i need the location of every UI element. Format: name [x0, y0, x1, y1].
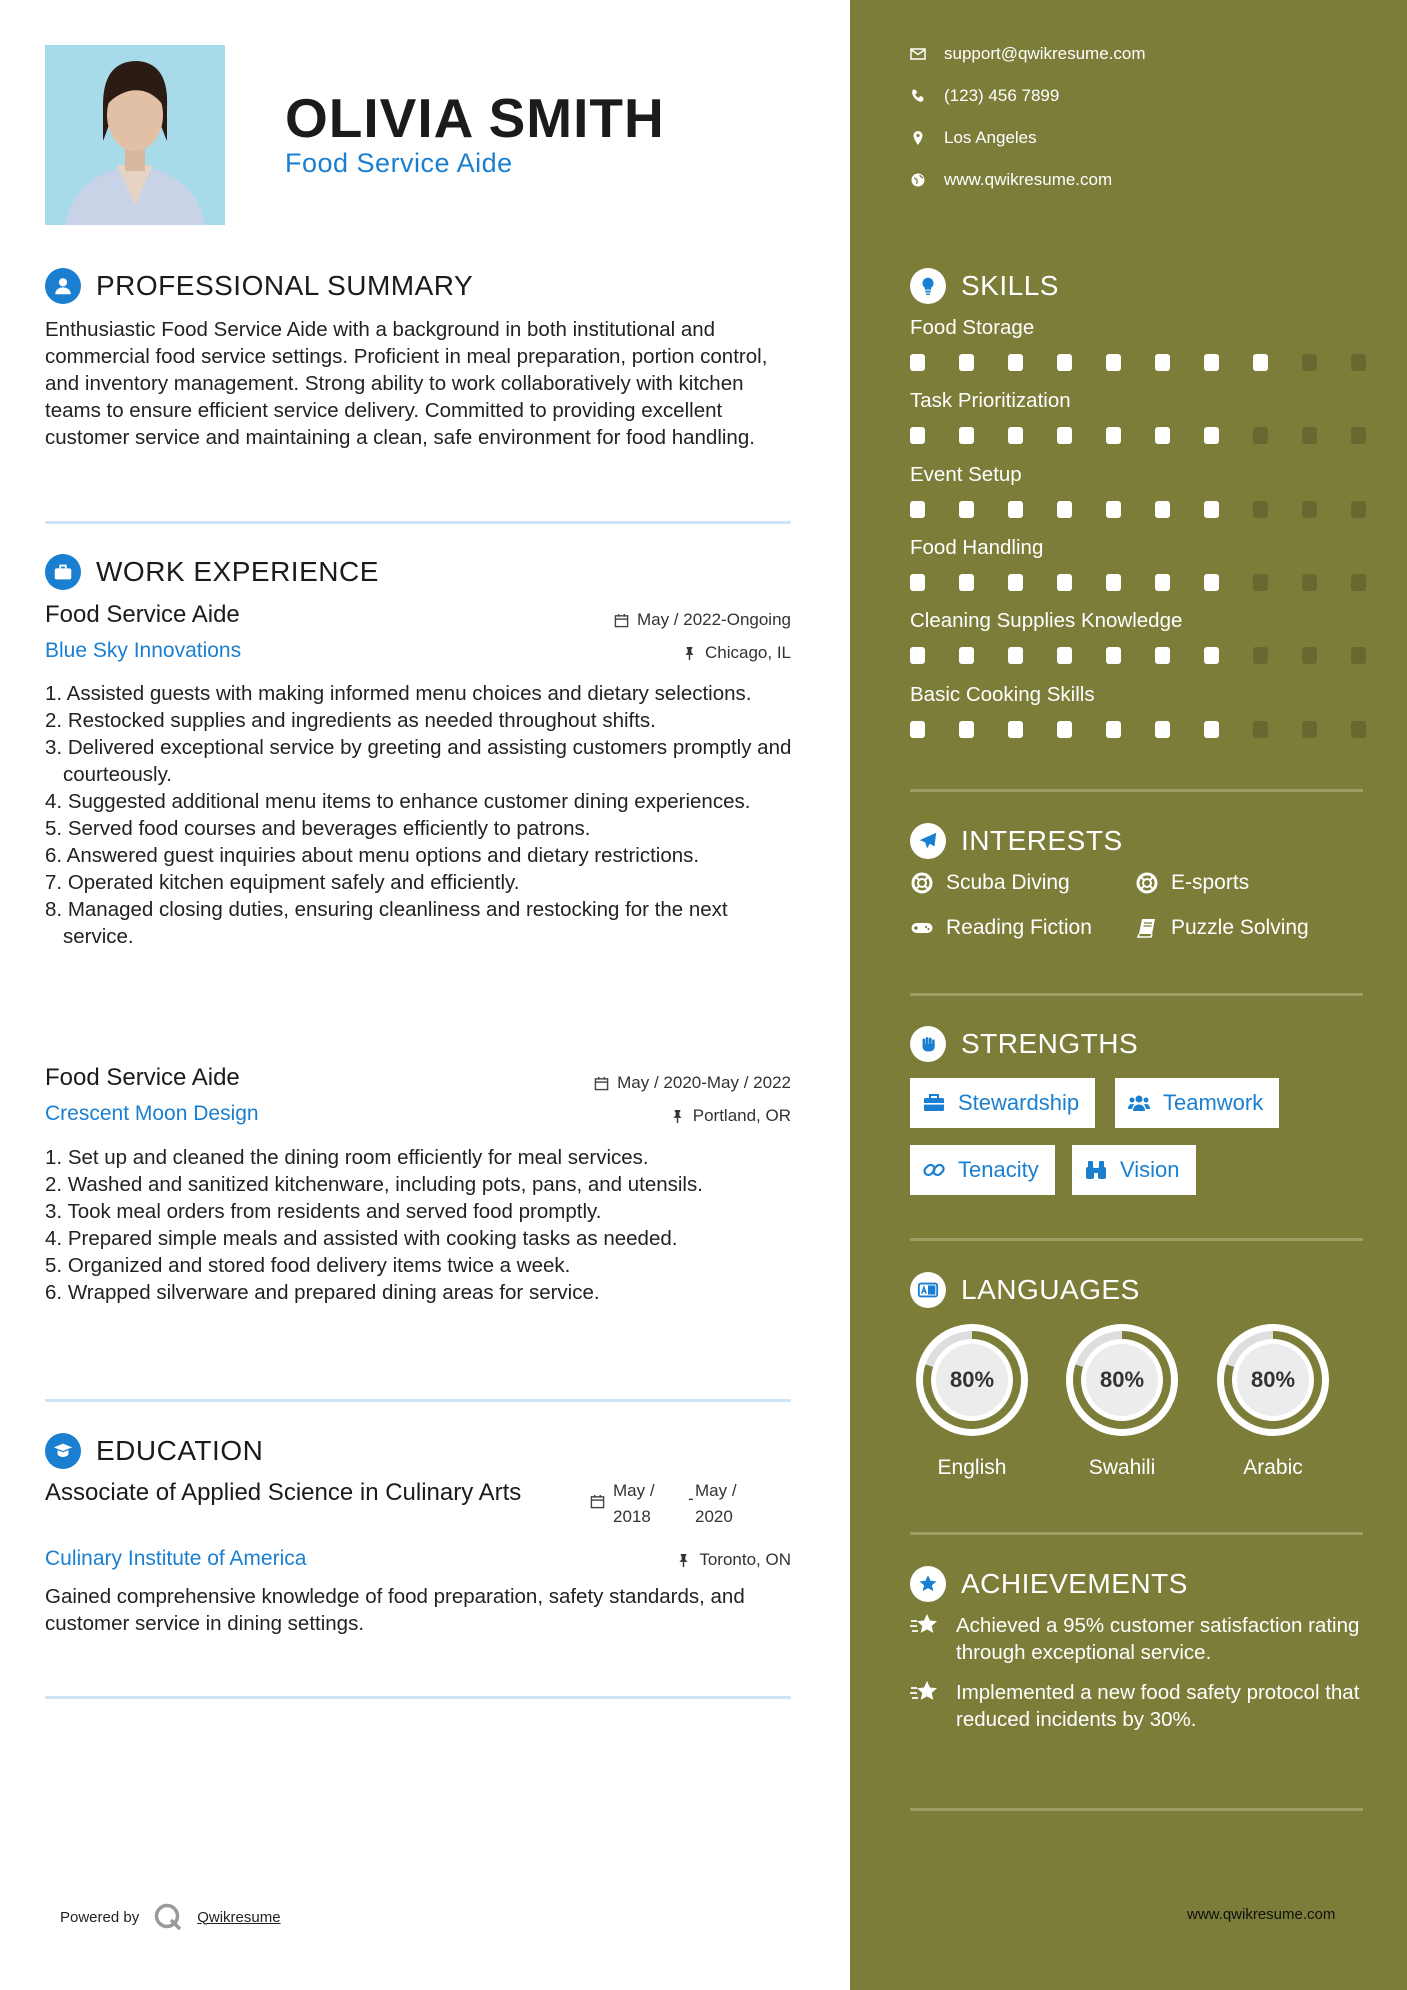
strengths-title: STRENGTHS [961, 1028, 1139, 1059]
list-item: Managed closing duties, ensuring cleanliness and restocking for the next service. [63, 898, 728, 948]
skills-title: SKILLS [961, 270, 1059, 301]
calendar-icon [594, 1076, 609, 1091]
paper-plane-icon [910, 823, 946, 859]
job-title: Food Service Aide [45, 1064, 240, 1091]
education-dates [590, 1478, 769, 1530]
skill-dot-filled [1057, 501, 1072, 518]
skill-dot-empty [1253, 721, 1268, 738]
list-item: Served food courses and beverages efficiently to patrons. [67, 817, 591, 840]
skill-rating [910, 647, 1400, 664]
list-item: Suggested additional menu items to enhance customer dining experiences. [67, 790, 751, 813]
achievements-title: ACHIEVEMENTS [961, 1568, 1188, 1599]
language-progress-ring [1211, 1318, 1335, 1442]
language-item [1060, 1318, 1184, 1480]
skill-dot-filled [1008, 501, 1023, 518]
powered-by-label: Powered by [60, 1908, 140, 1926]
skill-dot-filled [959, 501, 974, 518]
skill-dot-empty [1351, 647, 1366, 664]
sidebar [850, 0, 1407, 1990]
language-progress-ring [910, 1318, 1034, 1442]
list-item: Washed and sanitized kitchenware, including pots, pans, and utensils. [67, 1173, 703, 1196]
job-title: Food Service Aide [45, 601, 240, 628]
skill-dot-filled [959, 574, 974, 591]
job-location-text: Chicago, IL [705, 643, 791, 662]
skill-dot-empty [1351, 427, 1366, 444]
skill-dot-filled [1106, 501, 1121, 518]
star-icon [910, 1679, 940, 1705]
location-pin-icon [910, 130, 926, 146]
language-name: English [937, 1456, 1007, 1479]
language-item [910, 1318, 1034, 1480]
contact-email-text: support@qwikresume.com [944, 44, 1146, 63]
list-item: Restocked supplies and ingredients as needed throughout shifts. [67, 709, 656, 732]
brand-link[interactable]: Qwikresume [197, 1908, 281, 1926]
divider [45, 521, 791, 524]
globe-icon [910, 172, 926, 188]
link-icon [922, 1158, 946, 1182]
skill-dot-filled [910, 721, 925, 738]
skill-dot-filled [1155, 721, 1170, 738]
summary-title: PROFESSIONAL SUMMARY [96, 270, 474, 301]
skill-dot-filled [1204, 574, 1219, 591]
skill-dot-empty [1302, 647, 1317, 664]
skill-name: Event Setup [910, 463, 1022, 486]
interest-label: Scuba Diving [946, 871, 1070, 894]
skill-dot-empty [1351, 501, 1366, 518]
achievement-text: Achieved a 95% customer satisfaction rating through exceptional service. [956, 1614, 1360, 1664]
interests-heading [910, 823, 1123, 859]
skill-dot-empty [1351, 354, 1366, 371]
graduate-icon [45, 1433, 81, 1469]
school-name: Culinary Institute of America [45, 1547, 307, 1570]
skill-dot-filled [1106, 647, 1121, 664]
interest-label: E-sports [1171, 871, 1250, 894]
skill-dot-filled [1008, 721, 1023, 738]
star-icon [910, 1612, 940, 1638]
skill-dot-filled [1106, 354, 1121, 371]
skill-dot-empty [1351, 721, 1366, 738]
education-date-separator: - [688, 1489, 694, 1508]
envelope-icon [910, 46, 926, 62]
divider [45, 1696, 791, 1699]
lifebuoy-icon [910, 871, 934, 895]
skill-rating [910, 354, 1400, 371]
strength-label: Stewardship [958, 1090, 1080, 1115]
briefcase-icon [45, 554, 81, 590]
skill-rating [910, 574, 1400, 591]
contact-website[interactable] [910, 170, 1112, 190]
pin-icon [676, 1553, 691, 1568]
list-item: Organized and stored food delivery items twice a week. [67, 1254, 571, 1277]
divider [910, 1532, 1363, 1535]
skill-dot-empty [1302, 427, 1317, 444]
languages-title: LANGUAGES [961, 1274, 1140, 1305]
lightbulb-icon [910, 268, 946, 304]
skill-dot-empty [1302, 354, 1317, 371]
skill-dot-filled [1008, 354, 1023, 371]
job-location-text: Portland, OR [692, 1106, 791, 1125]
language-percent: 80% [1099, 1367, 1145, 1392]
skill-dot-filled [910, 647, 925, 664]
language-percent: 80% [1250, 1367, 1296, 1392]
interest-label: Reading Fiction [946, 916, 1092, 939]
candidate-name: OLIVIA SMITH [285, 87, 665, 149]
list-item: Answered guest inquiries about menu options and dietary restrictions. [66, 844, 700, 867]
job-dates [614, 610, 791, 630]
skill-dot-filled [959, 354, 974, 371]
gamepad-icon [910, 916, 934, 940]
skill-dot-filled [1155, 427, 1170, 444]
job-responsibilities [45, 680, 795, 950]
lifebuoy-icon [1135, 871, 1159, 895]
job-dates-text: May / 2020-May / 2022 [617, 1073, 791, 1092]
achievement-item [910, 1612, 1370, 1666]
skill-dot-filled [910, 354, 925, 371]
divider [45, 1399, 791, 1402]
language-name: Swahili [1088, 1456, 1156, 1479]
strength-label: Tenacity [958, 1157, 1039, 1182]
list-item: Took meal orders from residents and served food promptly. [67, 1200, 602, 1223]
skill-dot-filled [1204, 721, 1219, 738]
skill-name: Food Handling [910, 536, 1044, 559]
skill-rating [910, 501, 1400, 518]
strength-chip [1115, 1078, 1279, 1128]
skill-dot-empty [1253, 501, 1268, 518]
strength-chip [910, 1078, 1095, 1128]
skill-dot-empty [1302, 574, 1317, 591]
divider [910, 1238, 1363, 1241]
contact-website-text: www.qwikresume.com [944, 170, 1113, 189]
calendar-icon [590, 1494, 605, 1509]
pin-icon [670, 1109, 685, 1124]
profile-photo [45, 45, 225, 225]
interest-label: Puzzle Solving [1171, 916, 1309, 939]
strength-label: Teamwork [1163, 1090, 1264, 1115]
degree-title: Associate of Applied Science in Culinary Arts [45, 1479, 522, 1506]
interest-item [910, 871, 1070, 895]
skill-dot-empty [1302, 501, 1317, 518]
fist-icon [910, 1026, 946, 1062]
summary-heading [45, 268, 473, 304]
skill-dot-filled [910, 574, 925, 591]
interest-item [1135, 871, 1249, 895]
skill-dot-filled [910, 501, 925, 518]
skill-dot-filled [1106, 574, 1121, 591]
language-progress-ring [1060, 1318, 1184, 1442]
contact-email[interactable] [910, 44, 1146, 64]
education-location [676, 1550, 791, 1570]
achievements-heading [910, 1566, 1188, 1602]
education-location-text: Toronto, ON [699, 1550, 791, 1569]
strength-chip [1072, 1145, 1196, 1195]
skill-dot-filled [959, 721, 974, 738]
company-name: Blue Sky Innovations [45, 639, 242, 662]
skill-dot-filled [1057, 354, 1072, 371]
interest-item [1135, 916, 1309, 940]
education-description: Gained comprehensive knowledge of food preparation, safety standards, and customer service in dining settings. [45, 1585, 745, 1635]
languages-heading [910, 1272, 1140, 1308]
skill-dot-empty [1351, 574, 1366, 591]
divider [910, 789, 1363, 792]
skill-dot-filled [1008, 427, 1023, 444]
list-item: Set up and cleaned the dining room efficiently for meal services. [67, 1146, 649, 1169]
list-item: Operated kitchen equipment safely and efficiently. [67, 871, 520, 894]
divider [910, 1808, 1363, 1811]
footer-website[interactable]: www.qwikresume.com [1187, 1906, 1336, 1923]
skill-dot-filled [1155, 501, 1170, 518]
job-dates-text: May / 2022-Ongoing [636, 610, 791, 629]
job-dates [594, 1073, 791, 1093]
qwikresume-logo-icon [153, 1902, 183, 1932]
skill-dot-filled [1204, 501, 1219, 518]
education-end: May / 2020 [695, 1481, 737, 1526]
job-responsibilities [45, 1144, 795, 1306]
skill-name: Food Storage [910, 316, 1035, 339]
language-name: Arabic [1243, 1456, 1303, 1479]
work-title: WORK EXPERIENCE [96, 556, 379, 587]
calendar-icon [614, 613, 629, 628]
pin-icon [682, 646, 697, 661]
strength-chip [910, 1145, 1055, 1195]
skill-dot-filled [1253, 354, 1268, 371]
skill-dot-empty [1302, 721, 1317, 738]
translate-icon [910, 1272, 946, 1308]
contact-phone-text: (123) 456 7899 [944, 86, 1060, 105]
powered-by [60, 1902, 281, 1932]
contact-phone[interactable] [910, 86, 1059, 106]
strength-label: Vision [1120, 1157, 1180, 1182]
skill-dot-filled [959, 647, 974, 664]
skills-heading [910, 268, 1059, 304]
list-item: Wrapped silverware and prepared dining areas for service. [67, 1281, 600, 1304]
skill-dot-filled [1008, 647, 1023, 664]
skill-dot-filled [1057, 574, 1072, 591]
divider [910, 993, 1363, 996]
list-item: Prepared simple meals and assisted with cooking tasks as needed. [67, 1227, 678, 1250]
skill-rating [910, 427, 1400, 444]
user-icon [45, 268, 81, 304]
skill-dot-filled [1155, 354, 1170, 371]
work-heading [45, 554, 379, 590]
skill-name: Task Prioritization [910, 389, 1071, 412]
language-percent: 80% [949, 1367, 995, 1392]
job-location [670, 1106, 791, 1126]
skill-dot-empty [1253, 427, 1268, 444]
interest-item [910, 916, 1092, 940]
phone-icon [910, 88, 926, 104]
achievement-item [910, 1679, 1370, 1733]
book-icon [1135, 916, 1159, 940]
toolbox-icon [922, 1091, 946, 1115]
skill-dot-empty [1253, 647, 1268, 664]
skill-dot-filled [1106, 427, 1121, 444]
education-heading [45, 1433, 263, 1469]
skill-dot-filled [1155, 574, 1170, 591]
skill-name: Basic Cooking Skills [910, 683, 1095, 706]
skill-dot-filled [1204, 647, 1219, 664]
strengths-heading [910, 1026, 1138, 1062]
list-item: Assisted guests with making informed menu choices and dietary selections. [66, 682, 752, 705]
skill-dot-filled [959, 427, 974, 444]
skill-name: Cleaning Supplies Knowledge [910, 609, 1183, 632]
interests-title: INTERESTS [961, 825, 1123, 856]
achievement-text: Implemented a new food safety protocol that reduced incidents by 30%. [956, 1681, 1360, 1731]
summary-text: Enthusiastic Food Service Aide with a background in both institutional and commercial food service settings. Proficient in meal preparation, portion control, and inventory management. Strong ability to work collaboratively with kitchen teams to ensure efficient service delivery. Committed to providing excellent customer service and maintaining a clean, safe environment for food handling. [45, 318, 768, 449]
skill-dot-filled [1057, 721, 1072, 738]
company-name: Crescent Moon Design [45, 1102, 259, 1125]
education-title: EDUCATION [96, 1435, 264, 1466]
skill-dot-filled [1204, 427, 1219, 444]
users-icon [1127, 1091, 1151, 1115]
binoculars-icon [1084, 1158, 1108, 1182]
contact-location [910, 128, 1037, 148]
skill-dot-filled [1155, 647, 1170, 664]
skill-rating [910, 721, 1400, 738]
skill-dot-empty [1253, 574, 1268, 591]
skill-dot-filled [910, 427, 925, 444]
skill-dot-filled [1106, 721, 1121, 738]
education-start: May / 2018 [613, 1481, 655, 1526]
language-item [1211, 1318, 1335, 1480]
skill-dot-filled [1057, 427, 1072, 444]
skill-dot-filled [1057, 647, 1072, 664]
contact-location-text: Los Angeles [944, 128, 1037, 147]
star-badge-icon [910, 1566, 946, 1602]
skill-dot-filled [1204, 354, 1219, 371]
skill-dot-filled [1008, 574, 1023, 591]
job-location [682, 643, 791, 663]
candidate-role: Food Service Aide [285, 148, 513, 178]
list-item: Delivered exceptional service by greeting and assisting customers promptly and courteously. [63, 736, 792, 786]
